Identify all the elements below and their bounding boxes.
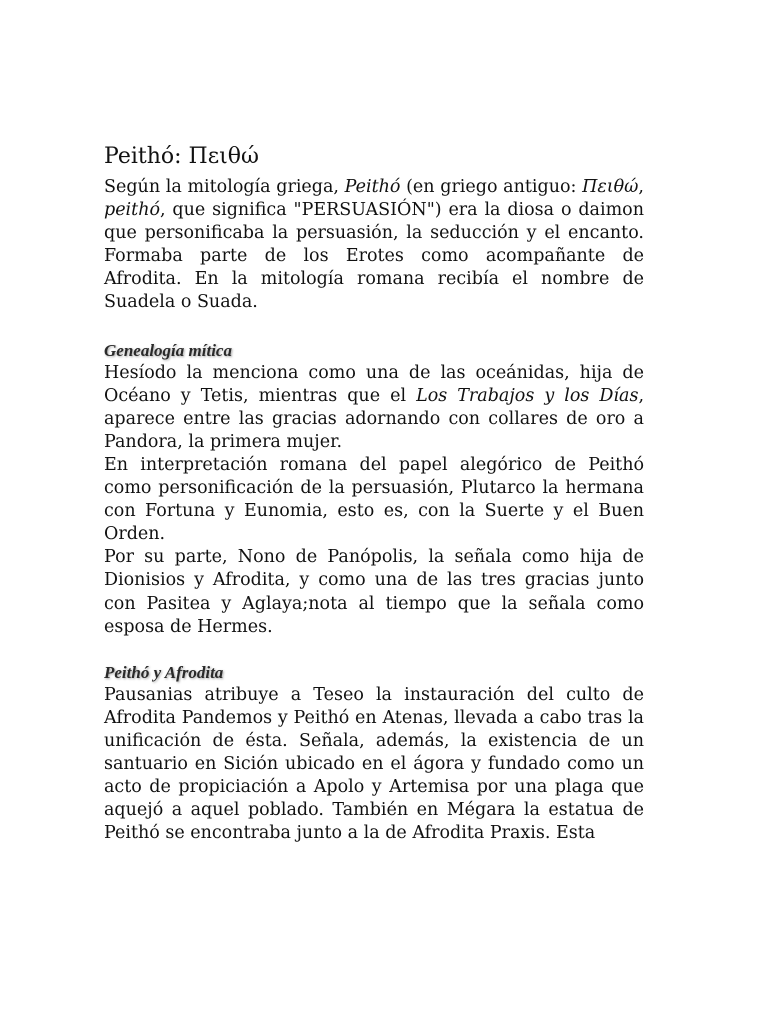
document-page bbox=[104, 142, 644, 845]
intro-text-5: , bbox=[638, 177, 644, 197]
intro-text-3: (en griego antiguo: bbox=[400, 177, 583, 197]
genealogia-text-1: Hesíodo la menciona como una de las oceánidas, hija de Océano y Tetis, mientras que el bbox=[104, 362, 644, 406]
section-heading-genealogia: Genealogía mítica bbox=[104, 340, 232, 360]
genealogia-paragraph-1 bbox=[104, 362, 644, 454]
intro-text-6: peithó bbox=[104, 200, 160, 221]
genealogia-paragraph-3: Por su parte, Nono de Panópolis, la señala como hija de Dionisios y Afrodita, y como una de las tres gracias junto con Pasitea y Aglaya;nota al tiempo que la señala como esposa de Hermes. bbox=[104, 547, 644, 637]
intro-text-7: , que significa "PERSUASIÓN") era la diosa o daimon que personificaba la persuasión, la seducción y el encanto. Formaba parte de los Erotes como acompañante de Afrodita. En la mitología romana recibía el nombre de Suadela o Suada. bbox=[104, 200, 644, 313]
page-title: Peithó: Πειθώ bbox=[104, 144, 259, 169]
peitho-afrodita-paragraph-1: Pausanias atribuye a Teseo la instauración del culto de Afrodita Pandemos y Peithó en Atenas, llevada a cabo tras la unificación de ésta. Señala, además, la existencia de un santuario en Sición ubicado en el ágora y fundado como un acto de propiciación a Apolo y Artemisa por una plaga que aquejó a aquel poblado. También en Mégara la estatua de Peithó se encontraba junto a la de Afrodita Praxis. Esta bbox=[104, 684, 644, 844]
intro-text-2: Peithó bbox=[344, 177, 401, 197]
intro-text-4: Πειθώ bbox=[582, 177, 639, 197]
genealogia-text-3: , aparece entre las gracias adornando con collares de oro a Pandora, la primera mujer. bbox=[104, 385, 645, 452]
genealogia-text-2: Los Trabajos y los Días bbox=[416, 385, 639, 406]
section-spacer bbox=[104, 315, 644, 339]
intro-text-1: Según la mitología griega, bbox=[104, 177, 345, 197]
genealogia-paragraph-2: En interpretación romana del papel alegórico de Peithó como personificación de la persuasión, Plutarco la hermana con Fortuna y Eunomia, esto es, con la Suerte y el Buen Orden. bbox=[104, 454, 644, 545]
section-spacer bbox=[104, 639, 644, 661]
section-heading-peitho-afrodita: Peithó y Afrodita bbox=[104, 662, 224, 682]
intro-paragraph bbox=[104, 176, 644, 315]
